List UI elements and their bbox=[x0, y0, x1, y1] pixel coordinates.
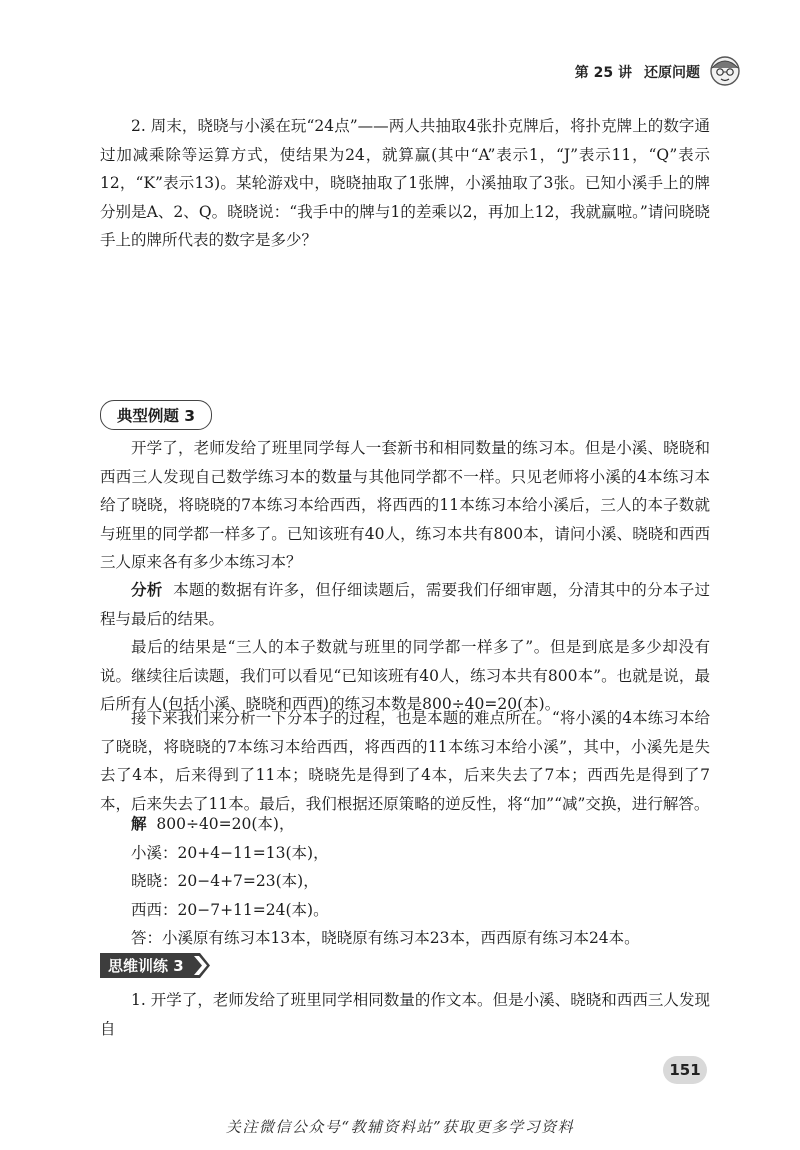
arrow-tab-icon bbox=[192, 953, 212, 978]
training-item-1: 1. 开学了，老师发给了班里同学相同数量的作文本。但是小溪、晓晓和西西三人发现自 bbox=[100, 991, 710, 1038]
answer-line: 答：小溪原有练习本13本，晓晓原有练习本23本，西西原有练习本24本。 bbox=[131, 929, 640, 947]
page-number: 151 bbox=[663, 1056, 707, 1084]
training-title-label: 思维训练 3 bbox=[100, 953, 192, 978]
solution-line-2: 小溪：20+4−11=13(本)， bbox=[131, 843, 329, 862]
example-title: 典型例题 3 bbox=[100, 400, 212, 430]
footer-note: 关注微信公众号“教辅资料站”获取更多学习资料 bbox=[225, 1118, 575, 1136]
running-header bbox=[575, 62, 700, 82]
analysis-paragraph-2: 最后的结果是“三人的本子数就与班里的同学都一样多了”。但是到底是多少却没有说。继续往后读题，我们可以看见“已知该班有40人，练习本共有800本”。也就是说，最后所有人(包括小溪、晓晓和西西)的练习本数是800÷40=20(本)。 bbox=[100, 638, 710, 713]
example-question: 开学了，老师发给了班里同学每人一套新书和相同数量的练习本。但是小溪、晓晓和西西三人发现自己数学练习本的数量与其他同学都不一样。只见老师将小溪的4本练习本给了晓晓，将晓晓的7本练习本给西西，将西西的11本练习本给小溪后，三人的本子数就与班里的同学都一样多了。已知该班有40人，练习本共有800本，请问小溪、晓晓和西西三人原来各有多少本练习本？ bbox=[100, 439, 710, 571]
solution-line-4: 西西：20−7+11=24(本)。 bbox=[131, 900, 329, 919]
mascot-icon bbox=[706, 52, 744, 90]
lecture-number: 第 25 讲 bbox=[574, 65, 632, 81]
training-title bbox=[100, 953, 212, 978]
analysis-text-1: 本题的数据有许多，但仔细读题后，需要我们仔细审题，分清其中的分本子过程与最后的结果。 bbox=[100, 581, 710, 628]
lecture-topic: 还原问题 bbox=[644, 65, 700, 81]
solution-label: 解 bbox=[131, 815, 147, 833]
analysis-label: 分析 bbox=[131, 581, 163, 599]
problem-2-text: 2. 周末，晓晓与小溪在玩“24点”——两人共抽取4张扑克牌后，将扑克牌上的数字通过加减乘除等运算方式，使结果为24，就算赢(其中“A”表示1，“J”表示11，“Q”表示12，“K”表示13)。某轮游戏中，晓晓抽取了1张牌，小溪抽取了3张。已知小溪手上的牌分别是A、2、Q。晓晓说：“我手中的牌与1的差乘以2，再加上12，我就赢啦。”请问晓晓手上的牌所代表的数字是多少？ bbox=[100, 117, 710, 249]
analysis-paragraph-3: 接下来我们来分析一下分本子的过程，也是本题的难点所在。“将小溪的4本练习本给了晓晓，将晓晓的7本练习本给西西，将西西的11本练习本给小溪”，其中，小溪先是失去了4本，后来得到了11本；晓晓先是得到了4本，后来失去了7本；西西先是得到了7本，后来失去了11本。最后，我们根据还原策略的逆反性，将“加”“减”交换，进行解答。 bbox=[100, 709, 710, 813]
analysis-paragraph-1 bbox=[100, 576, 710, 633]
solution-block bbox=[100, 810, 710, 953]
solution-line-3: 晓晓：20−4+7=23(本)， bbox=[131, 872, 319, 890]
solution-line-1: 解 800÷40=20(本)， bbox=[131, 815, 295, 833]
